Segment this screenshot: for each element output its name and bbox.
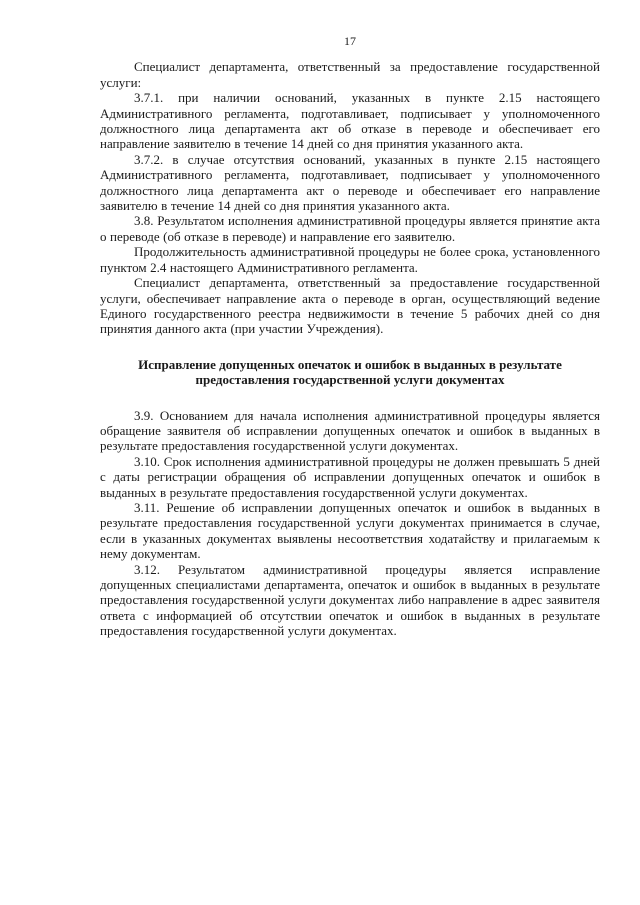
page-number: 17	[344, 34, 356, 48]
section-heading: Исправление допущенных опечаток и ошибок в выданных в результате предоставления государственной услуги документах	[138, 356, 562, 388]
paragraph-3-7-1: 3.7.1. при наличии оснований, указанных в пункте 2.15 настоящего Административного регламента, подготавливает, подписывает у уполномоченного должностного лица департамента акт об отказе в переводе и обеспечивает его направление заявителю в течение 14 дней со дня принятия указанного акта.	[100, 90, 600, 152]
paragraph-3-9: 3.9. Основанием для начала исполнения административной процедуры является обращение заявителя об исправлении допущенных опечаток и ошибок в выданных в результате предоставления государственной услуги документах.	[100, 407, 600, 454]
paragraph-3-8: 3.8. Результатом исполнения административной процедуры является принятие акта о переводе (об отказе в переводе) и направление его заявителю.	[100, 213, 600, 244]
paragraph-specialist-intro: Специалист департамента, ответственный за предоставление государственной услуги:	[100, 59, 600, 90]
paragraph-duration: Продолжительность административной процедуры не более срока, установленного пунктом 2.4 настоящего Административного регламента.	[100, 244, 600, 275]
paragraph-3-12: 3.12. Результатом административной процедуры является исправление допущенных специалистами департамента, опечаток и ошибок в выданных в результате предоставления государственной услуги документах либо направление в адрес заявителя ответа с информацией об отсутствии опечаток и ошибок в выданных в результате предоставления государственной услуги документах.	[100, 561, 600, 639]
paragraph-3-10: 3.10. Срок исполнения административной процедуры не должен превышать 5 дней с даты регистрации обращения об исправлении допущенных опечаток и ошибок в выданных в результате предоставления государственной услуги документах.	[100, 453, 600, 500]
paragraph-3-11: 3.11. Решение об исправлении допущенных опечаток и ошибок в выданных в результате предоставления государственной услуги документах принимается в случае, если в указанных документах выявлены несоответствия ходатайству и прилагаемым к нему документам.	[100, 499, 600, 562]
paragraph-specialist-registry: Специалист департамента, ответственный за предоставление государственной услуги, обеспечивает направление акта о переводе в орган, осуществляющий ведение Единого государственного реестра недвижимости в течение 5 рабочих дней со дня принятия данного акта (при участии Учреждения).	[100, 275, 600, 337]
paragraph-3-7-2: 3.7.2. в случае отсутствия оснований, указанных в пункте 2.15 настоящего Административного регламента, подготавливает, подписывает у уполномоченного должностного лица департамента акт о переводе и обеспечивает его направление заявителю в течение 14 дней со дня принятия указанного акта.	[100, 151, 600, 214]
